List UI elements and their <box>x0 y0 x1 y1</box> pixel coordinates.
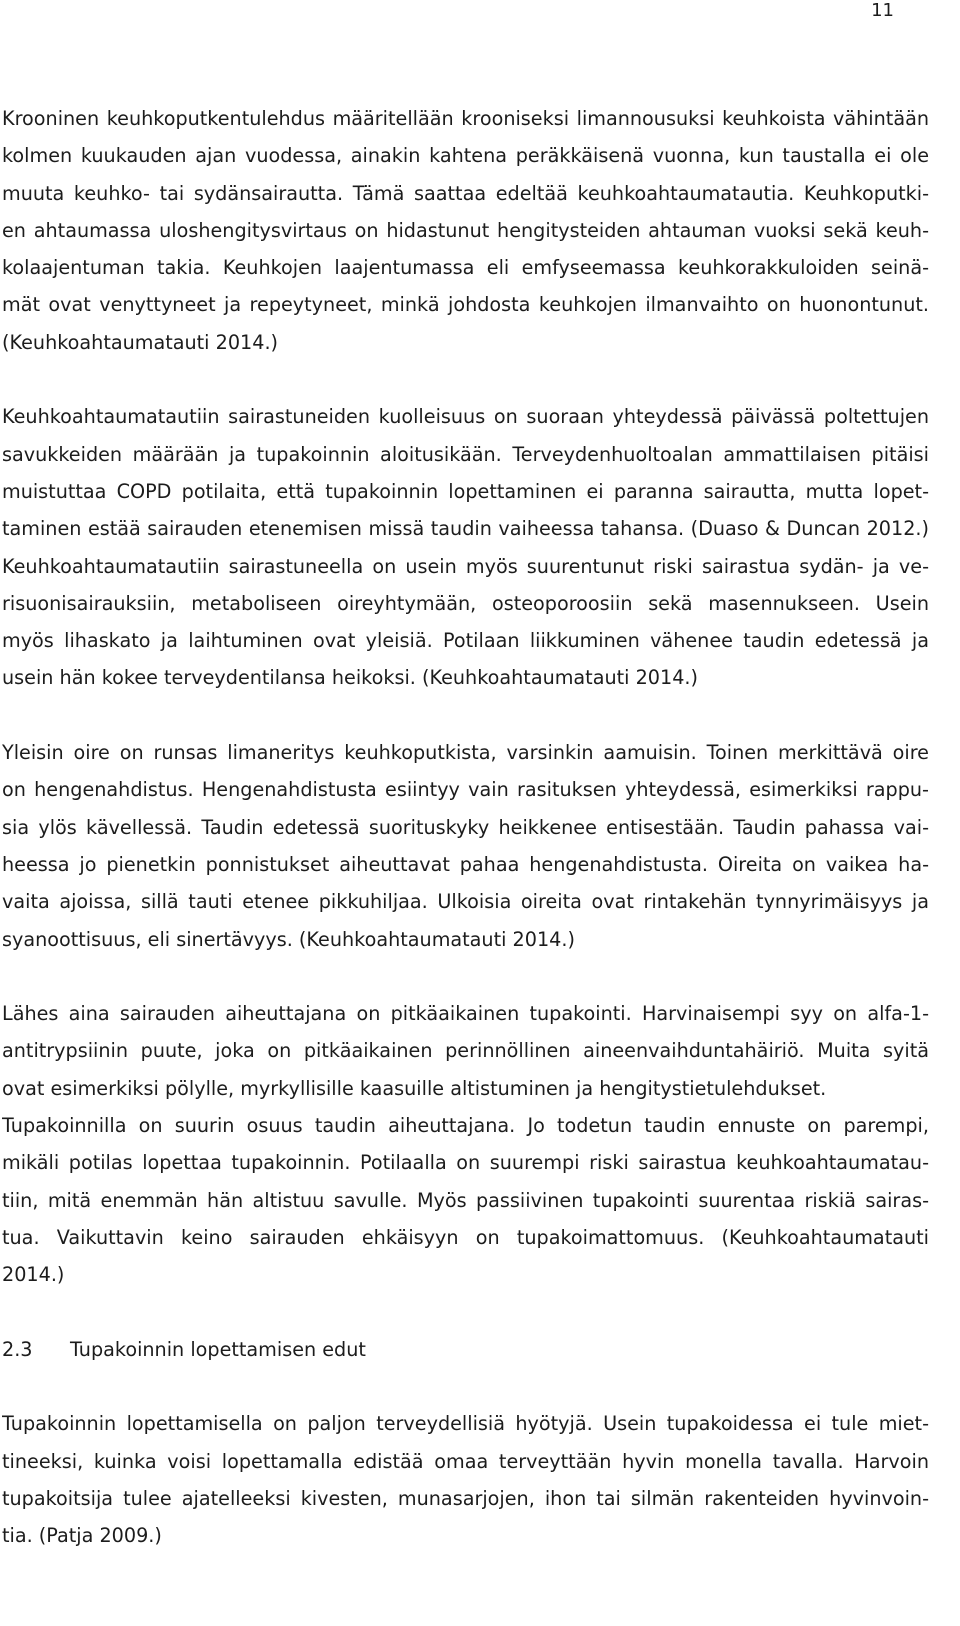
text-line: myös lihaskato ja laihtuminen ovat yleisiä. Potilaan liikkuminen vähenee taudin edetessä ja <box>2 629 929 653</box>
text-line: antitrypsiinin puute, joka on pitkäaikainen perinnöllinen aineenvaihduntahäiriö. Muita syitä <box>2 1039 929 1063</box>
paragraph-spacer <box>2 958 929 995</box>
paragraph-spacer <box>2 361 929 398</box>
section-title: Tupakoinnin lopettamisen edut <box>70 1337 366 1361</box>
text-line: sia ylös kävellessä. Taudin edetessä suorituskyky heikkenee entisestään. Taudin pahassa vai- <box>2 815 929 839</box>
paragraph <box>2 1405 929 1554</box>
text-line: vaita ajoissa, sillä tauti etenee pikkuhiljaa. Ulkoisia oireita ovat rintakehän tynnyrimäisyys ja <box>2 890 929 914</box>
text-line: kolmen kuukauden ajan vuodessa, ainakin kahtena peräkkäisenä vuonna, kun taustalla ei ole <box>2 144 929 168</box>
paragraph-spacer <box>2 1368 929 1405</box>
text-line: tupakoitsija tulee ajatelleeksi kivesten, munasarjojen, ihon tai silmän rakenteiden hyvinvoin- <box>2 1486 929 1510</box>
text-line: Yleisin oire on runsas limaneritys keuhkoputkista, varsinkin aamuisin. Toinen merkittävä oire <box>2 741 929 765</box>
text-line: heessa jo pienetkin ponnistukset aiheuttavat pahaa hengenahdistusta. Oireita on vaikea ha- <box>2 852 929 876</box>
text-line: en ahtaumassa uloshengitysvirtaus on hidastunut hengitysteiden ahtauman vuoksi sekä keuh- <box>2 218 929 242</box>
text-line: risuonisairauksiin, metaboliseen oireyhtymään, osteoporoosiin sekä masennukseen. Usein <box>2 591 929 615</box>
paragraph-spacer <box>2 697 929 734</box>
text-line: tineeksi, kuinka voisi lopettamalla edistää omaa terveyttään hyvin monella tavalla. Harvoin <box>2 1449 929 1473</box>
text-line: syanoottisuus, eli sinertävyys. (Keuhkoahtaumatauti 2014.) <box>2 927 575 951</box>
text-line: Krooninen keuhkoputkentulehdus määritellään krooniseksi limannousuksi keuhkoista vähintään <box>2 107 929 130</box>
text-line: 2014.) <box>2 1263 65 1287</box>
text-line: tiin, mitä enemmän hän altistuu savulle. Myös passiivinen tupakointi suurentaa riskiä sairas- <box>2 1188 929 1212</box>
paragraph <box>2 100 929 361</box>
section-heading <box>2 1331 929 1368</box>
paragraph <box>2 398 929 696</box>
text-line: Lähes aina sairauden aiheuttajana on pitkäaikainen tupakointi. Harvinaisempi syy on alfa-1- <box>2 1002 929 1026</box>
text-line: Keuhkoahtaumatautiin sairastuneella on usein myös suurentunut riski sairastua sydän- ja ve- <box>2 554 929 578</box>
page-number: 11 <box>871 0 894 21</box>
section-number: 2.3 <box>2 1337 33 1361</box>
text-line: muuta keuhko- tai sydänsairautta. Tämä saattaa edeltää keuhkoahtaumatautia. Keuhkoputki- <box>2 181 929 205</box>
text-line: savukkeiden määrään ja tupakoinnin aloitusikään. Terveydenhuoltoalan ammattilaisen pitäisi <box>2 442 929 466</box>
document-body <box>2 100 929 1555</box>
paragraph-spacer <box>2 1294 929 1331</box>
text-line: tia. (Patja 2009.) <box>2 1524 162 1548</box>
text-line: Tupakoinnin lopettamisella on paljon terveydellisiä hyötyjä. Usein tupakoidessa ei tule miet- <box>2 1412 929 1436</box>
text-line: taminen estää sairauden etenemisen missä taudin vaiheessa tahansa. (Duaso & Duncan 2012.) <box>2 517 929 541</box>
text-line: muistuttaa COPD potilaita, että tupakoinnin lopettaminen ei paranna sairautta, mutta lopet- <box>2 479 929 503</box>
text-line: ovat esimerkiksi pölylle, myrkyllisille kaasuille altistuminen ja hengitystietulehdukset. <box>2 1076 827 1100</box>
text-line: mät ovat venyttyneet ja repeytyneet, minkä johdosta keuhkojen ilmanvaihto on huonontunut. <box>2 293 929 317</box>
text-line: (Keuhkoahtaumatauti 2014.) <box>2 330 279 354</box>
text-line: Tupakoinnilla on suurin osuus taudin aiheuttajana. Jo todetun taudin ennuste on parempi, <box>2 1114 929 1138</box>
text-line: on hengenahdistus. Hengenahdistusta esiintyy vain rasituksen yhteydessä, esimerkiksi rappu- <box>2 778 929 802</box>
text-line: tua. Vaikuttavin keino sairauden ehkäisyyn on tupakoimattomuus. (Keuhkoahtaumatauti <box>2 1225 929 1249</box>
text-line: mikäli potilas lopettaa tupakoinnin. Potilaalla on suurempi riski sairastua keuhkoahtaumatau- <box>2 1151 929 1175</box>
text-line: kolaajentuman takia. Keuhkojen laajentumassa eli emfyseemassa keuhkorakkuloiden seinä- <box>2 256 929 280</box>
text-line: Keuhkoahtaumatautiin sairastuneiden kuolleisuus on suoraan yhteydessä päivässä poltettujen <box>2 405 929 429</box>
paragraph <box>2 995 929 1293</box>
paragraph <box>2 734 929 958</box>
text-line: usein hän kokee terveydentilansa heikoksi. (Keuhkoahtaumatauti 2014.) <box>2 666 698 690</box>
